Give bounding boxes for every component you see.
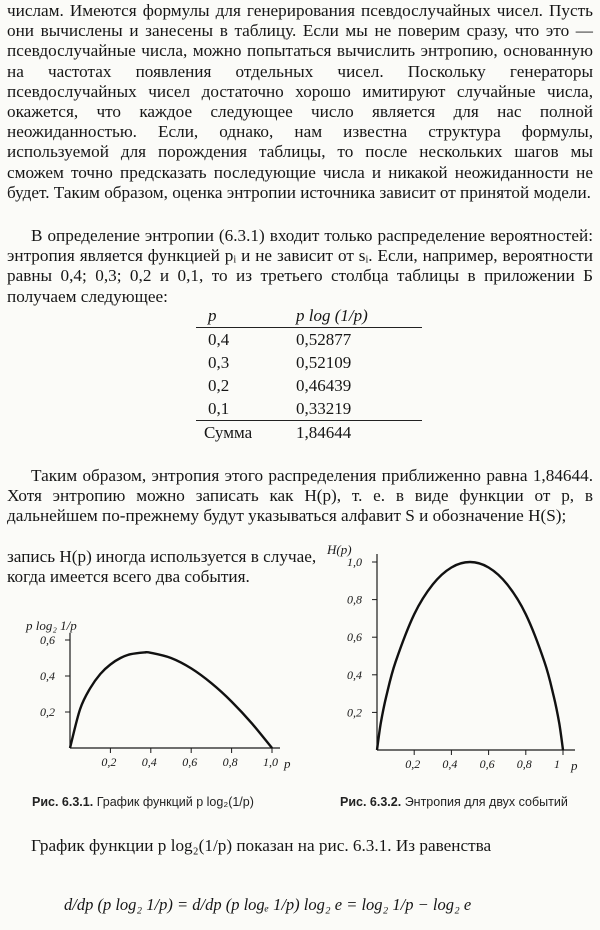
x-tick-label: 0,4: [442, 757, 458, 771]
caption-number: Рис. 6.3.2.: [340, 795, 402, 809]
y-tick-label: 0,4: [347, 667, 362, 682]
table-row: [196, 374, 422, 397]
paragraph-pseudorandom: числам. Имеются формулы для генерирования псевдослучайных чисел. Пусть они вычислены и занесены в таблицу. Если мы не поверим сразу, что это — псевдослучайные числа, можно попытаться вычислить энтропию, основанную на частотах появления отдельных чисел. Поскольку генераторы псевдослучайных чисел достаточно хорошо имитируют случайные числа, окажется, что каждое следующее число является для нас полной неожиданностью. Если, однако, нам известна структура формулы, используемой для порождения таблицы, то после нескольких шагов мы сможем точно предсказать последующие числа и никакой неожиданности не будет. Таким образом, оценка энтропии источника зависит от принятой модели.: [7, 1, 593, 202]
table-row: [196, 351, 422, 374]
x-tick-label: 0,2: [101, 755, 117, 769]
fig1-curve: [70, 652, 272, 748]
y-tick-label: 0,6: [40, 633, 55, 647]
caption-text: Энтропия для двух событий: [404, 795, 568, 809]
paragraph-entropy-value: Таким образом, энтропия этого распределения приближенно равна 1,84644. Хотя энтропию можно записать как H(p), т. е. в виде функции от p, в дальнейшем по-прежнему будут указываться алфавит S и обозначение H(S);: [7, 466, 593, 526]
caption-text: График функций p log₂(1/p): [96, 795, 254, 809]
formula-text: d/dp (p log₂ 1/p) = d/dp (p logₑ 1/p) log₂ e = log₂ 1/p − log₂ e: [64, 895, 472, 914]
x-tick-label: 0,6: [479, 757, 495, 771]
table-cell: 0,33219: [296, 398, 352, 418]
x-tick-label: 0,8: [222, 755, 238, 769]
table-cell: 0,52109: [296, 352, 352, 372]
y-tick-label: 0,2: [40, 705, 55, 719]
y-tick-label: 0,4: [40, 669, 55, 683]
derivative-formula: [60, 884, 560, 926]
table-cell: 0,3: [208, 352, 230, 372]
x-tick-label: 0,4: [141, 755, 157, 769]
table-cell: 0,1: [208, 398, 230, 418]
table-cell: 0,52877: [296, 329, 352, 349]
entropy-table: [196, 304, 422, 444]
x-tick-label: 1: [554, 757, 560, 771]
figure-6-3-1: [20, 608, 320, 798]
table-cell: 0,4: [208, 329, 230, 349]
table-header-plog: p log (1/p): [276, 304, 422, 328]
table-sum-value: 1,84644: [276, 421, 422, 445]
paragraph-graph-reference: График функции p log₂(1/p) показан на рис. 6.3.1. Из равенства: [31, 836, 492, 855]
paragraph-two-events: запись H(p) иногда используется в случае, когда имеется всего два события.: [7, 547, 317, 587]
y-tick-label: 1,0: [347, 555, 362, 569]
table-cell: 0,46439: [296, 375, 352, 395]
fig2-ylabel: H(p): [327, 542, 352, 557]
fig1-xlabel: p: [284, 756, 291, 771]
table-sum-label: Сумма: [196, 421, 276, 445]
table-header-p: p: [196, 304, 276, 328]
fig2-xlabel: p: [571, 758, 578, 773]
caption-number: Рис. 6.3.1.: [32, 795, 94, 809]
table-row: [196, 397, 422, 421]
table-row: [196, 328, 422, 352]
y-tick-label: 0,8: [347, 592, 362, 607]
x-tick-label: 1,0: [263, 755, 278, 769]
x-tick-label: 0,2: [405, 757, 421, 771]
table-cell: 0,2: [208, 375, 230, 395]
paragraph-entropy-definition: В определение энтропии (6.3.1) входит только распределение вероятностей: энтропия является функцией pᵢ и не зависит от sᵢ. Если, например, вероятности равны 0,4; 0,3; 0,2 и 0,1, то из третьего столбца таблицы в приложении Б получаем следующее:: [7, 226, 593, 306]
figure-caption-6-3-2: [340, 794, 590, 810]
figure-caption-6-3-1: [32, 794, 322, 810]
x-tick-label: 0,8: [516, 757, 532, 771]
fig2-curve: [377, 562, 563, 750]
y-tick-label: 0,2: [347, 705, 362, 720]
figure-6-3-2: [325, 540, 595, 790]
table-sum-row: [196, 421, 422, 445]
x-tick-label: 0,6: [182, 755, 198, 769]
y-tick-label: 0,6: [347, 630, 362, 645]
fig1-ylabel: p log₂ 1/p: [26, 618, 77, 633]
table-header-row: [196, 304, 422, 328]
